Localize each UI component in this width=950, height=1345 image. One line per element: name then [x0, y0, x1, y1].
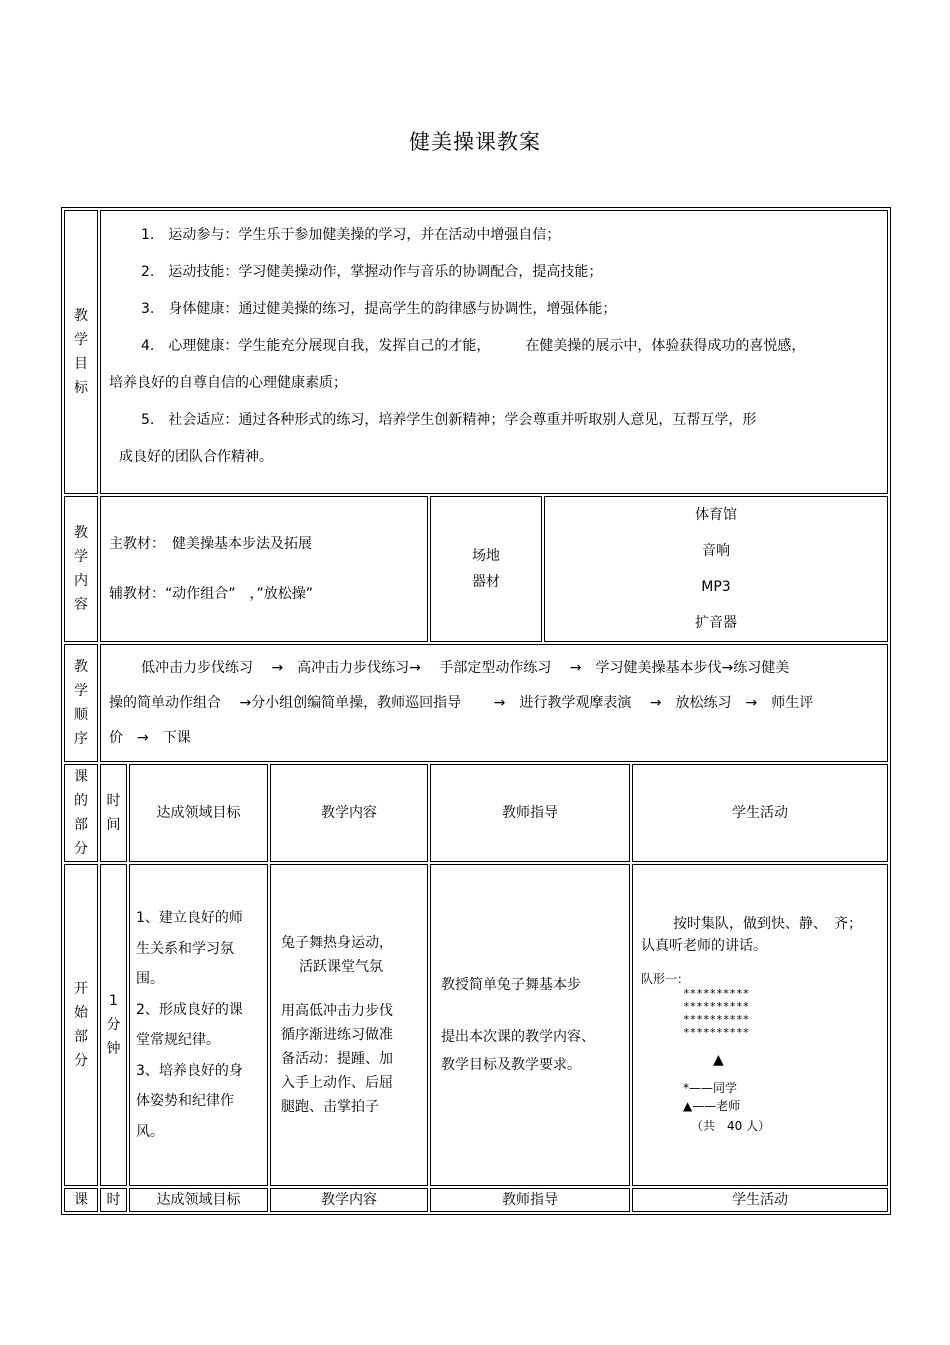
footer-guidance: 教师指导: [430, 1188, 630, 1212]
content-row: [64, 496, 888, 642]
formation-row: **********: [683, 1012, 750, 1026]
sequence-line: 操的简单动作组合 →分小组创编简单操，教师巡回指导 → 进行教学观摩表演 → 放松练习 → 师生评: [109, 694, 814, 711]
objective-item: 4. 心理健康：学生能充分展现自我，发挥自己的才能， 在健美操的展示中，体验获得成功的喜悦感，: [141, 338, 806, 354]
venue-label: 场地 器材: [430, 496, 542, 642]
start-section-row: [64, 864, 888, 1186]
footer-content: 教学内容: [270, 1188, 428, 1212]
student-count: （共 40 人）: [691, 1119, 771, 1134]
footer-part: 课: [64, 1188, 98, 1212]
venue-items: 体育馆 音响 MP3 扩音器: [544, 496, 888, 642]
objectives-content: [100, 210, 888, 494]
legend-student: *——同学: [683, 1081, 738, 1096]
start-activity: 按时集队，做到快、静、 齐； 认真听老师的讲话。 队形一： ********** ********** ********** ********** ▲ *——同学 ▲——老师 （共 40 人）: [632, 864, 888, 1186]
start-goals: 1、建立良好的师 生关系和学习氛 围。 2、形成良好的课 堂常规纪律。 3、培养良好的身 体姿势和纪律作 风。: [129, 864, 268, 1186]
formation-row: **********: [683, 1025, 750, 1039]
footer-activity: 学生活动: [632, 1188, 888, 1212]
sequence-line: 低冲击力步伐练习 → 高冲击力步伐练习→ 手部定型动作练习 → 学习健美操基本步伐→练习健美: [141, 659, 790, 676]
sequence-content: [100, 644, 888, 762]
header-goal: 达成领域目标: [129, 764, 268, 862]
sequence-line: 价 → 下课: [109, 729, 191, 746]
start-time-label: 1 分 钟: [100, 864, 127, 1186]
footer-header-row: [64, 1188, 888, 1212]
formation-row: **********: [683, 999, 750, 1013]
content-materials: [100, 496, 428, 642]
header-part: 课 的 部 分: [64, 764, 98, 862]
header-activity: 学生活动: [632, 764, 888, 862]
main-material: 主教材： 健美操基本步法及拓展: [109, 536, 312, 552]
lesson-plan-table: [61, 207, 891, 1215]
objective-item: 3. 身体健康：通过健美操的练习，提高学生的韵律感与协调性，增强体能；: [141, 301, 617, 317]
footer-time: 时: [100, 1188, 127, 1212]
header-time: 时 间: [100, 764, 127, 862]
objective-item: 5. 社会适应：通过各种形式的练习，培养学生创新精神；学会尊重并听取别人意见，互帮互学，形: [141, 412, 757, 428]
start-part-label: 开 始 部 分: [64, 864, 98, 1186]
legend-teacher: ▲——老师: [683, 1099, 741, 1114]
footer-goal: 达成领域目标: [129, 1188, 268, 1212]
objective-item: 培养良好的自尊自信的心理健康素质；: [109, 375, 347, 391]
formation-label: 队形一：: [641, 971, 690, 986]
formation-row: **********: [683, 986, 750, 1000]
header-guidance: 教师指导: [430, 764, 630, 862]
sequence-row: [64, 644, 888, 762]
teacher-marker-icon: ▲: [713, 1051, 724, 1068]
start-guidance: 教授简单兔子舞基本步 提出本次课的教学内容、 教学目标及教学要求。: [430, 864, 630, 1186]
aux-material: 辅教材：“动作组合” ，”放松操”: [109, 586, 314, 602]
sequence-label: 教 学 顺 序: [64, 644, 98, 762]
page-title: 健美操课教案: [409, 130, 541, 154]
start-content: 兔子舞热身运动， 活跃课堂气氛 用高低冲击力步伐 循序渐进练习做准 备活动：提踵、加 入手上动作、后屈 腿跑、击掌拍子: [270, 864, 428, 1186]
objective-item: 2. 运动技能：学习健美操动作，掌握动作与音乐的协调配合，提高技能；: [141, 264, 603, 280]
content-label: 教 学 内 容: [64, 496, 98, 642]
header-content: 教学内容: [270, 764, 428, 862]
objective-item: 成良好的团队合作精神。: [119, 449, 273, 465]
objectives-row: [64, 210, 888, 494]
column-header-row: [64, 764, 888, 862]
formation-grid: [641, 987, 879, 1039]
objectives-label: 教 学 目 标: [64, 210, 98, 494]
objective-item: 1. 运动参与：学生乐于参加健美操的学习，并在活动中增强自信；: [141, 227, 561, 243]
